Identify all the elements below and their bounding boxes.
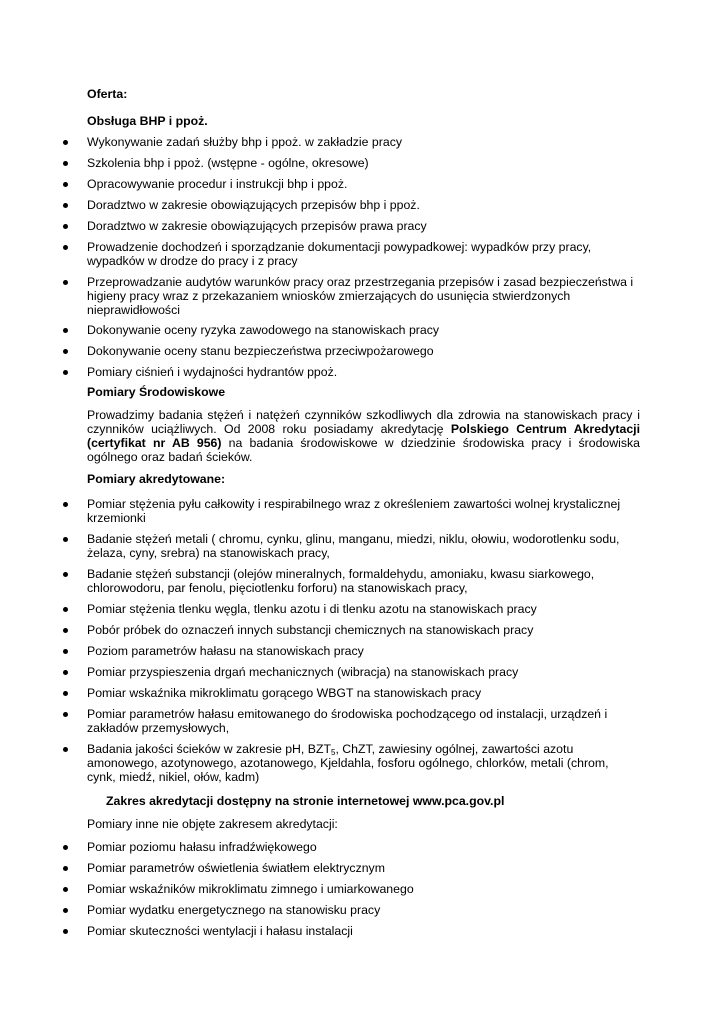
- bullet-icon: [63, 140, 68, 145]
- list-item: Badanie stężeń metali ( chromu, cynku, glinu, manganu, miedzi, niklu, ołowiu, wodorotlenku sodu, żelaza, cyny, srebra) na stanowiskach pracy,: [0, 532, 640, 560]
- bullet-icon: [63, 161, 68, 166]
- list-item: Pomiar wydatku energetycznego na stanowisku pracy: [0, 903, 640, 917]
- bullet-icon: [63, 628, 68, 633]
- list-item: Pomiar parametrów oświetlenia światłem elektrycznym: [0, 861, 640, 875]
- bullet-icon: [63, 712, 68, 717]
- bullet-icon: [63, 887, 68, 892]
- bullet-icon: [63, 670, 68, 675]
- list-item: Pomiar skuteczności wentylacji i hałasu instalacji: [0, 924, 640, 938]
- bullet-icon: [63, 691, 68, 696]
- bullet-icon: [63, 649, 68, 654]
- list-item: Doradztwo w zakresie obowiązujących przepisów bhp i ppoż.: [0, 198, 640, 212]
- bullet-icon: [63, 370, 68, 375]
- list-item: Pomiar przyspieszenia drgań mechanicznych (wibracja) na stanowiskach pracy: [0, 665, 640, 679]
- list-item: Badania jakości ścieków w zakresie pH, $BZT_5$, ChZT, zawiesiny ogólnej, zawartości azotu amonowego, azotynowego, azotanowego, Kjeldahla, fosforu ogólnego, chlorków, metali (chrom, cynk, miedź, nikiel, ołów, kadm): [0, 742, 640, 784]
- bullet-icon: [63, 245, 68, 250]
- list-item: Doradztwo w zakresie obowiązujących przepisów prawa pracy: [0, 219, 640, 233]
- list-item: Pomiar wskaźników mikroklimatu zimnego i umiarkowanego: [0, 882, 640, 896]
- list-item: Poziom parametrów hałasu na stanowiskach pracy: [0, 644, 640, 658]
- list-item: Prowadzenie dochodzeń i sporządzanie dokumentacji powypadkowej: wypadków przy pracy, wypadków w drodze do pracy i z pracy: [0, 240, 640, 268]
- bullet-icon: [63, 747, 68, 752]
- bullet-icon: [63, 866, 68, 871]
- bullet-icon: [63, 182, 68, 187]
- bullet-icon: [63, 908, 68, 913]
- other-measurements-intro: Pomiary inne nie objęte zakresem akredytacji:: [87, 817, 338, 831]
- list-item: Pomiar poziomu hałasu infradźwiękowego: [0, 840, 640, 854]
- list-item: Pomiar wskaźnika mikroklimatu gorącego WBGT na stanowiskach pracy: [0, 686, 640, 700]
- list-item: Przeprowadzanie audytów warunków pracy oraz przestrzegania przepisów i zasad bezpieczeństwa i higieny pracy wraz z przekazaniem wniosków zmierzających do usunięcia stwierdzonych nieprawidłowości: [0, 275, 640, 317]
- list-item: Szkolenia bhp i ppoż. (wstępne - ogólne, okresowe): [0, 156, 640, 170]
- bhp-heading: Obsługa BHP i ppoż.: [87, 114, 208, 128]
- bullet-icon: [63, 280, 68, 285]
- list-item: Pobór próbek do oznaczeń innych substancji chemicznych na stanowiskach pracy: [0, 623, 640, 637]
- environmental-heading: Pomiary Środowiskowe: [87, 385, 226, 399]
- bullet-icon: [63, 349, 68, 354]
- bullet-icon: [63, 203, 68, 208]
- bullet-icon: [63, 328, 68, 333]
- list-item: Dokonywanie oceny stanu bezpieczeństwa przeciwpożarowego: [0, 344, 640, 358]
- accreditation-scope-note: Zakres akredytacji dostępny na stronie internetowej www.pca.gov.pl: [106, 794, 505, 808]
- environmental-paragraph: Prowadzimy badania stężeń i natężeń czynników szkodliwych dla zdrowia na stanowiskach pracy i czynników uciążliwych. Od 2008 roku posiadamy akredytację Polskiego Centrum Akredytacji (certyfikat nr AB 956) na badania środowiskowe w dziedzinie środowiska pracy i środowiska ogólnego oraz badań ścieków.: [87, 408, 640, 464]
- bullet-icon: [63, 845, 68, 850]
- bullet-icon: [63, 929, 68, 934]
- bullet-icon: [63, 607, 68, 612]
- list-item: Pomiar stężenia pyłu całkowity i respirabilnego wraz z określeniem zawartości wolnej krystalicznej krzemionki: [0, 497, 640, 525]
- bullet-icon: [63, 537, 68, 542]
- list-item: Pomiar parametrów hałasu emitowanego do środowiska pochodzącego od instalacji, urządzeń i zakładów przemysłowych,: [0, 707, 640, 735]
- list-item: Pomiar stężenia tlenku węgla, tlenku azotu i di tlenku azotu na stanowiskach pracy: [0, 602, 640, 616]
- list-item: Badanie stężeń substancji (olejów mineralnych, formaldehydu, amoniaku, kwasu siarkowego, chlorowodoru, par fenolu, pięciotlenku forforu) na stanowiskach pracy,: [0, 567, 640, 595]
- offer-title: Oferta:: [87, 87, 128, 101]
- accredited-heading: Pomiary akredytowane:: [87, 472, 226, 486]
- bullet-icon: [63, 502, 68, 507]
- list-item: Pomiary ciśnień i wydajności hydrantów ppoż.: [0, 365, 640, 379]
- list-item: Wykonywanie zadań służby bhp i ppoż. w zakładzie pracy: [0, 135, 640, 149]
- list-item: Dokonywanie oceny ryzyka zawodowego na stanowiskach pracy: [0, 323, 640, 337]
- list-item: Opracowywanie procedur i instrukcji bhp i ppoż.: [0, 177, 640, 191]
- bullet-icon: [63, 224, 68, 229]
- bullet-icon: [63, 572, 68, 577]
